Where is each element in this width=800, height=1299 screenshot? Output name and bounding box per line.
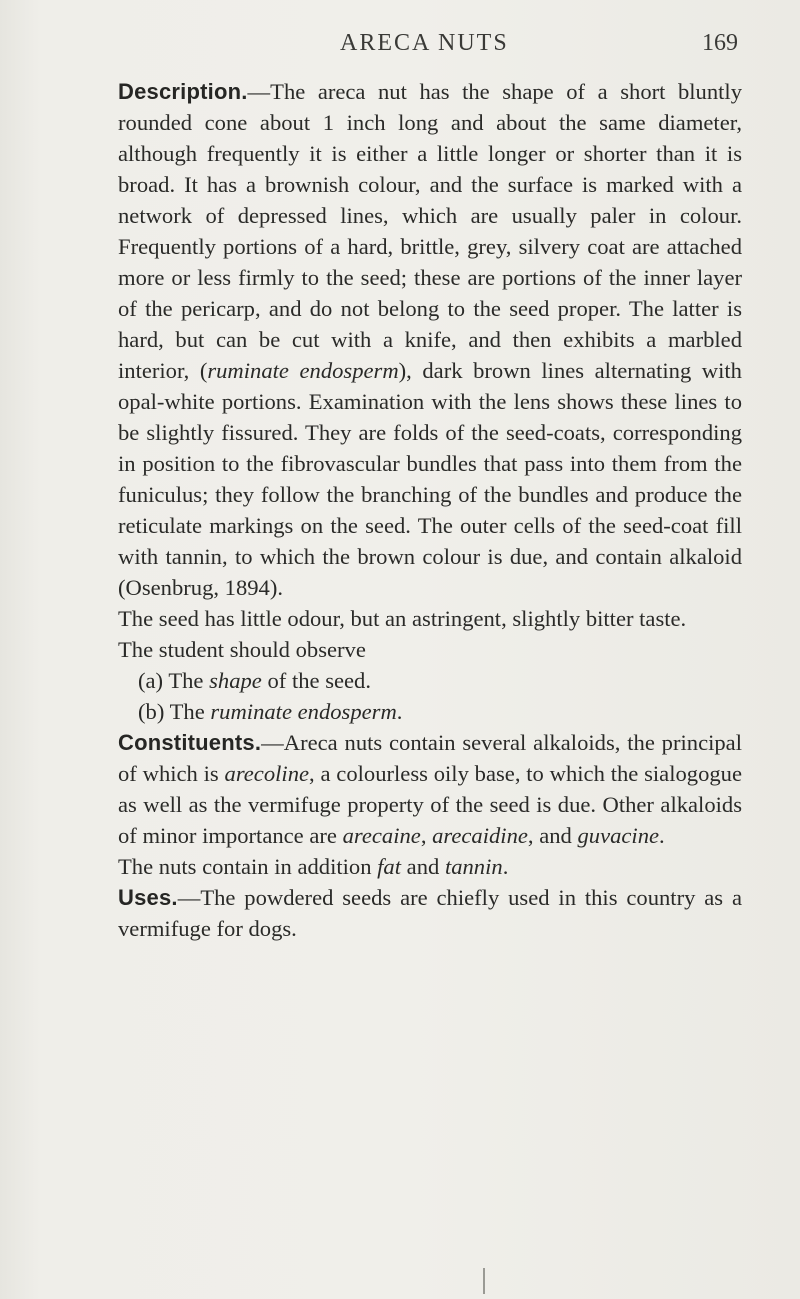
uses-heading: Uses. [118,885,178,910]
observe-item-a: (a) The shape of the seed. [138,668,371,693]
observe-item-b: (b) The ruminate endosperm. [138,699,403,724]
item-marker: (a) [138,668,164,693]
description-text-end: ), dark brown lines alternating with opal-white portions. Examination with the lens shows these lines to be slightly fissured. They are folds of the seed-coats, corresponding in position to the fibrovascular bundles that pass into them from the funiculus; they follow the branching of the bundles and produce the reticulate markings on the seed. The outer cells of the seed-coat fill with tannin, to which the brown colour is due, and contain alkaloid (Osenbrug, 1894). [118,358,742,600]
description-heading: Description. [118,79,248,104]
taste-paragraph: The seed has little odour, but an astringent, slightly bitter taste. [118,606,687,631]
page-number: 169 [702,30,738,56]
body-text [118,76,742,944]
constituents-heading: Constituents. [118,730,262,755]
fat-tannin-paragraph: The nuts contain in addition fat and tannin. [118,854,509,879]
description-text: —The areca nut has the shape of a short bluntly rounded cone about 1 inch long and about the same diameter, although frequently it is either a little longer or shorter than it is broad. It has a brownish colour, and the surface is marked with a network of depressed lines, which are usually paler in colour. Frequently portions of a hard, brittle, grey, silvery coat are attached more or less firmly to the seed; these are portions of the inner layer of the pericarp, and do not belong to the seed proper. The latter is hard, but can be cut with a knife, and then exhibits a marbled interior, ( [118,79,742,383]
uses-paragraph: Uses.—The powdered seeds are chiefly used in this country as a vermifuge for dogs. [118,885,742,941]
description-paragraph [118,76,742,603]
running-title: ARECA NUTS [340,30,509,56]
bottom-margin-mark [483,1268,485,1294]
constituents-paragraph: Constituents.—Areca nuts contain several alkaloids, the principal of which is arecoline, a colourless oily base, to which the sialogogue as well as the vermifuge property of the seed is due. Other alkaloids of minor importance are arecaine, arecaidine, and guvacine. [118,730,742,848]
item-marker: (b) [138,699,165,724]
description-italic-term: ruminate endosperm [207,358,399,383]
observe-paragraph: The student should observe [118,637,366,662]
page-header [0,30,800,60]
